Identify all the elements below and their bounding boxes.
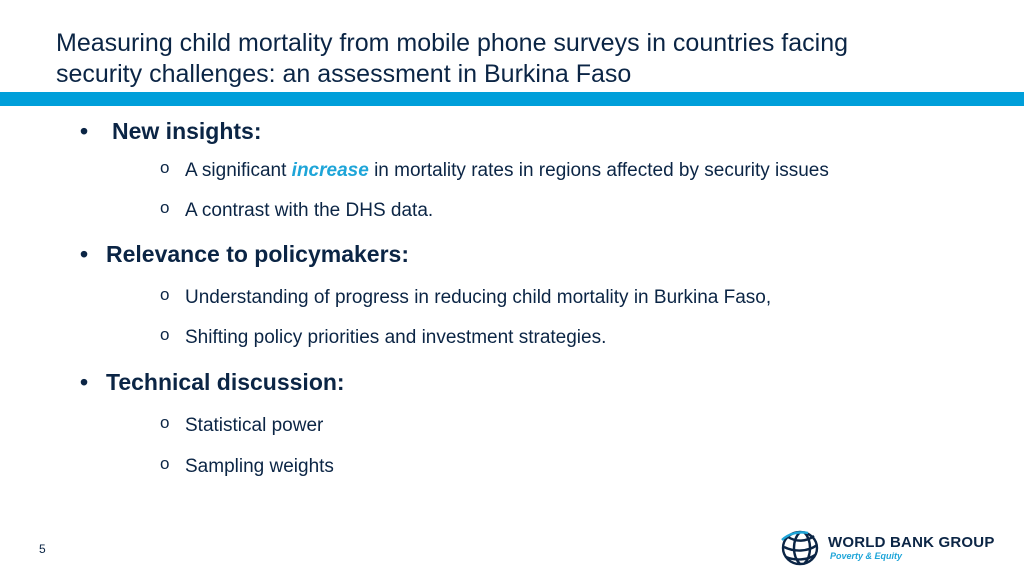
bullet-heading: New insights:: [112, 118, 262, 144]
title-line-1: Measuring child mortality from mobile phone surveys in countries facing: [56, 29, 849, 57]
globe-icon: [778, 528, 824, 568]
bullet-dot: •: [80, 118, 89, 144]
page-number: 5: [39, 542, 46, 556]
sub-bullet-marker: o: [160, 413, 170, 432]
sub-bullet-text: A contrast with the DHS data.: [185, 200, 434, 221]
sub-bullet-marker: o: [160, 454, 170, 473]
sub-bullet-text: Sampling weights: [185, 456, 334, 477]
sub-bullet-text-post: in mortality rates in regions affected by security issues: [368, 160, 829, 181]
sub-bullet-marker: o: [160, 285, 170, 304]
logo-subtitle: Poverty & Equity: [830, 551, 903, 561]
sub-bullet-weights: [160, 456, 334, 478]
bullet-dot: •: [80, 241, 89, 267]
highlight-word: increase: [291, 160, 369, 181]
sub-bullet-power: [160, 415, 323, 437]
sub-bullet-text: Statistical power: [185, 415, 324, 436]
sub-bullet-marker: o: [160, 325, 170, 344]
world-bank-logo: [778, 528, 1014, 568]
bullet-new-insights: [80, 118, 262, 145]
bullet-technical: [80, 369, 345, 396]
bullet-heading: Relevance to policymakers:: [106, 241, 409, 267]
sub-bullet-policy: [160, 327, 606, 349]
sub-bullet-increase: [160, 160, 829, 182]
sub-bullet-text: Shifting policy priorities and investment strategies.: [185, 327, 607, 348]
bullet-relevance: [80, 241, 409, 268]
sub-bullet-dhs-contrast: [160, 200, 433, 222]
sub-bullet-marker: o: [160, 198, 170, 217]
sub-bullet-text-pre: A significant: [185, 160, 292, 181]
sub-bullet-text: Understanding of progress in reducing child mortality in Burkina Faso,: [185, 287, 772, 308]
bullet-heading: Technical discussion:: [106, 369, 345, 395]
logo-name: WORLD BANK GROUP: [828, 534, 995, 551]
title-line-2: security challenges: an assessment in Burkina Faso: [56, 60, 632, 88]
sub-bullet-progress: [160, 287, 771, 309]
sub-bullet-marker: o: [160, 158, 170, 177]
bullet-dot: •: [80, 369, 89, 395]
